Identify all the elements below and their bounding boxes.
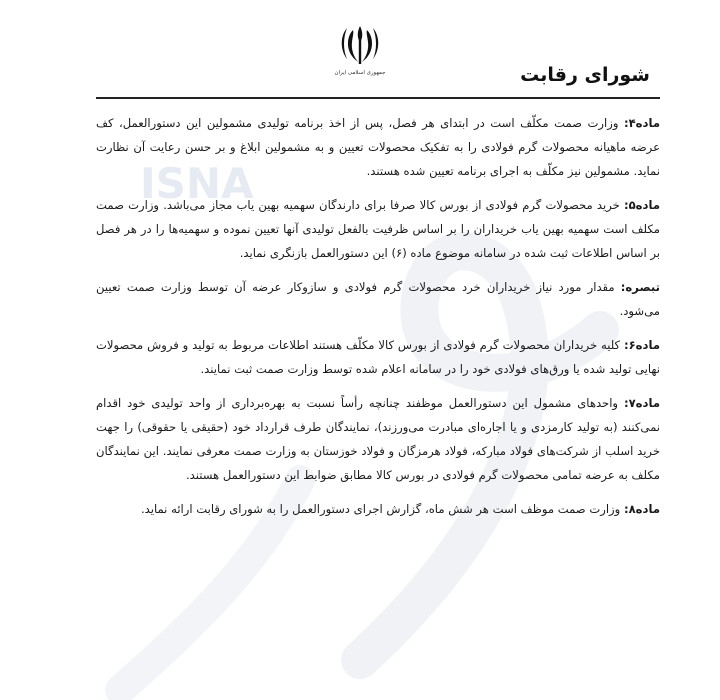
- country-name: جمهوری اسلامی ایران: [334, 70, 386, 76]
- article-label: تبصره:: [620, 280, 660, 294]
- article-8: [96, 497, 660, 521]
- article-text: کلیه خریداران محصولات گرم فولادی از بورس کالا مکلّف هستند اطلاعات مربوط به تولید و فروش محصولات نهایی تولید شده یا ورق‌های فولادی خود را در سامانه اعلام شده توسط وزارت صمت ثبت نمایند.: [96, 338, 660, 376]
- article-label: ماده۶:: [623, 338, 660, 352]
- article-label: ماده۴:: [623, 116, 660, 130]
- article-text: وزارت صمت موظف است هر شش ماه، گزارش اجرای دستورالعمل را به شورای رقابت ارائه نماید.: [140, 502, 624, 516]
- article-text: مقدار مورد نیاز خریداران خرد محصولات گرم فولادی و سازوکار عرضه آن توسط وزارت صمت تعیین می‌شود.: [96, 280, 660, 318]
- article-text: وزارت صمت مکلّف است در ابتدای هر فصل، پس از اخذ برنامه تولیدی مشمولین این دستورالعمل، کف عرضه ماهیانه محصولات گرم فولادی را به تفکیک محصولات تعیین و به مشمولین ابلاغ و بر حسن رعایت آن نظارت نماید. مشمولین نیز مکلّف به اجرای برنامه تعیین شده هستند.: [96, 116, 660, 178]
- article-5: [96, 193, 660, 265]
- article-text: خرید محصولات گرم فولادی از بورس کالا صرفا برای دارندگان سهمیه بهین یاب مجاز می‌باشد. وزارت صمت مکلف است سهمیه بهین یاب خریداران را بر اساس ظرفیت بالفعل تولیدی آنها تعیین نموده و سهمیه‌ها را در هر فصل بر اساس اطلاعات ثبت شده در سامانه موضوع ماده (۶) این دستورالعمل بازنگری نماید.: [96, 198, 660, 260]
- article-label: ماده۷:: [623, 396, 660, 410]
- article-text: واحدهای مشمول این دستورالعمل موظفند چنانچه رأساً نسبت به بهره‌برداری از واحد تولیدی خود اقدام نمی‌کنند (به تولید کارمزدی و یا اجاره‌ای مبادرت می‌ورزند)، نمایندگان طرف قرارداد خود (حقیقی یا حقوقی) را جهت خرید اسلب از شرکت‌های فولاد مبارکه، فولاد هرمزگان و فولاد خوزستان به وزارت صمت معرفی نمایند. این نمایندگان مکلف به عرضه تمامی محصولات گرم فولادی در بورس کالا مطابق ضوابط این دستورالعمل هستند.: [96, 396, 660, 482]
- article-4: [96, 111, 660, 183]
- iran-emblem-icon: [337, 22, 383, 68]
- article-label: ماده۵:: [623, 198, 660, 212]
- header-divider: [96, 97, 660, 99]
- article-label: ماده۸:: [623, 502, 660, 516]
- article-7: [96, 391, 660, 487]
- emblem-block: [322, 22, 398, 76]
- article-6: [96, 333, 660, 381]
- note-tabsare: [96, 275, 660, 323]
- document-body: [96, 111, 660, 531]
- council-title: شورای رقابت: [520, 64, 650, 86]
- watermark-text: ISNA: [140, 159, 254, 208]
